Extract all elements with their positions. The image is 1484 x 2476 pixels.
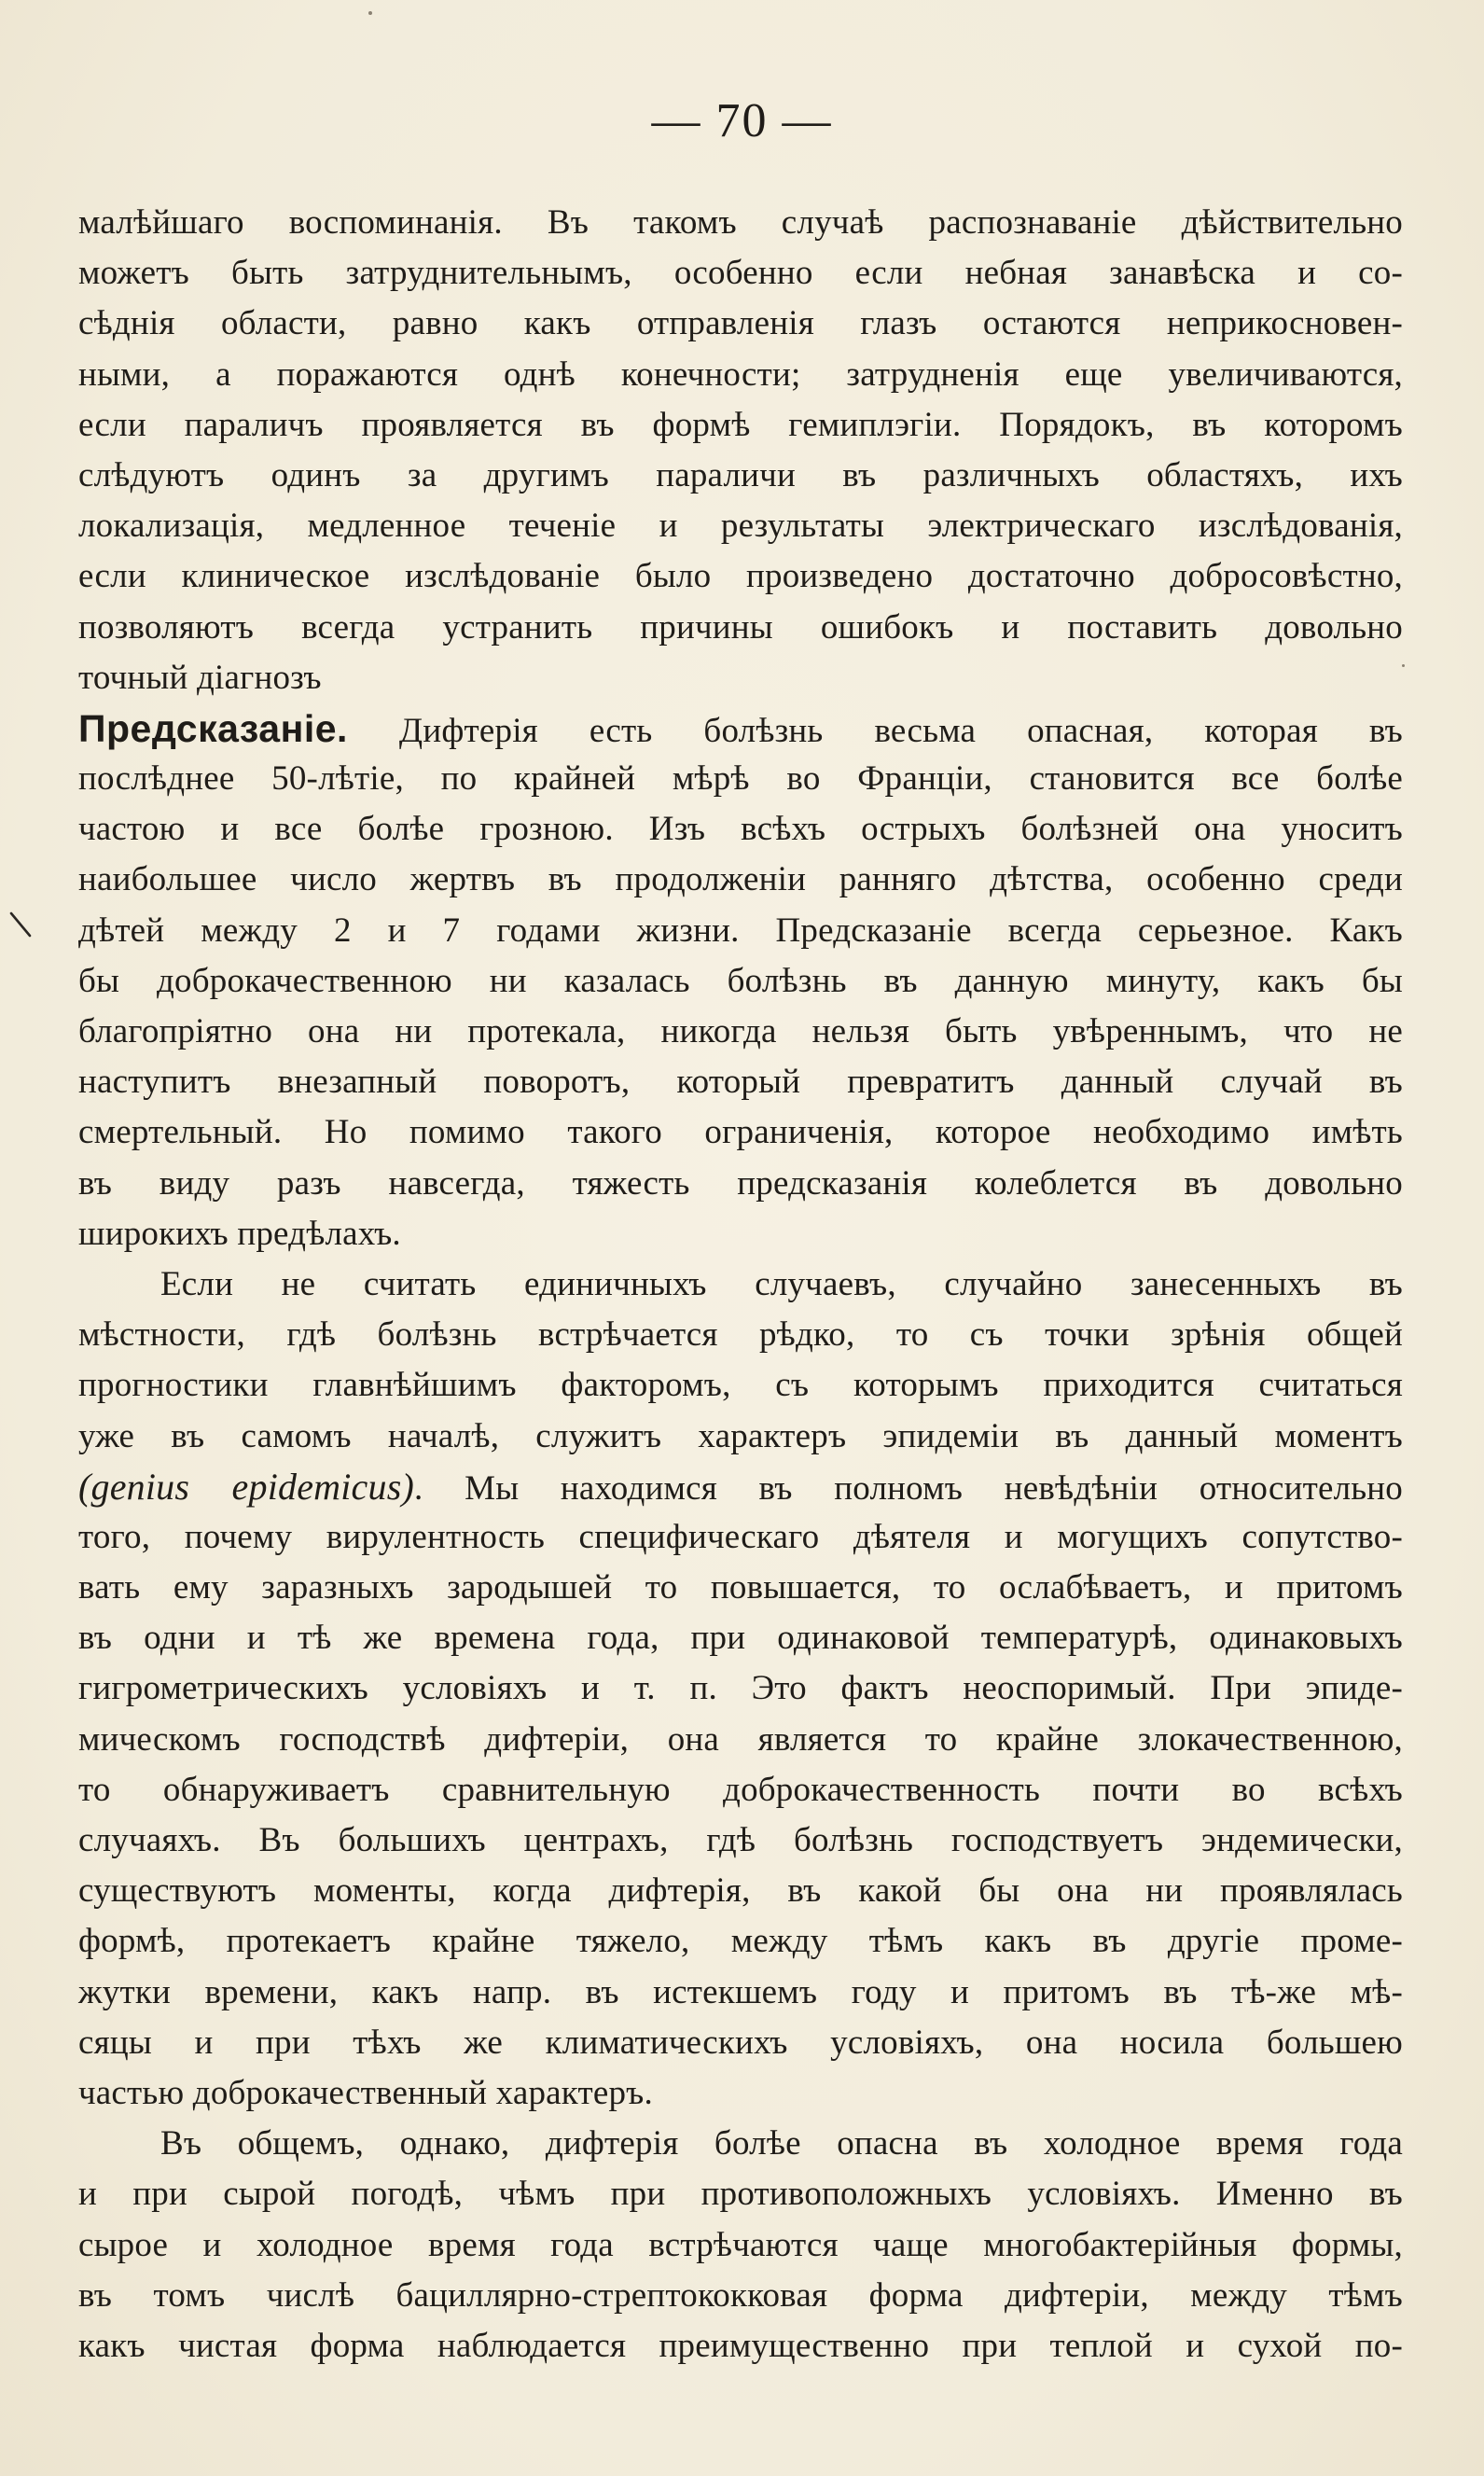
text-line: формѣ, протекаетъ крайне тяжело, между тѣмъ какъ въ другіе проме- <box>78 1922 1403 1961</box>
text-line: сяцы и при тѣхъ же климатическихъ условіяхъ, она носила большею <box>78 2023 1403 2062</box>
text-line: частою и все болѣе грозною. Изъ всѣхъ острыхъ болѣзней она уноситъ <box>78 810 1403 849</box>
paragraph <box>78 198 1403 703</box>
text-line: можетъ быть затруднительнымъ, особенно если небная занавѣска и со- <box>78 254 1403 293</box>
page-number: — 70 — <box>651 94 833 147</box>
text-line: то обнаруживаетъ сравнительную доброкачественность почти во всѣхъ <box>78 1770 1403 1809</box>
text-line: того, почему вирулентность специфическаго дѣятеля и могущихъ сопутство- <box>78 1517 1403 1556</box>
latin-term: (genius epidemicus) <box>78 1465 415 1508</box>
text-line: въ томъ числѣ бациллярно-стрептококковая форма дифтеріи, между тѣмъ <box>78 2275 1403 2315</box>
text-line: если параличъ проявляется въ формѣ гемиплэгіи. Порядокъ, въ которомъ <box>78 405 1403 444</box>
text-line: слѣдуютъ одинъ за другимъ параличи въ различныхъ областяхъ, ихъ <box>78 455 1403 494</box>
text-line: вать ему заразныхъ зародышей то повышается, то ослабѣваетъ, и притомъ <box>78 1568 1403 1607</box>
text-line: позволяютъ всегда устранить причины ошибокъ и поставить довольно <box>78 607 1403 647</box>
text-line: гигрометрическихъ условіяхъ и т. п. Это фактъ неоспоримый. При эпиде- <box>78 1669 1403 1708</box>
latin-line-text: . Мы находимся въ полномъ невѣдѣніи относительно <box>414 1468 1404 1508</box>
text-line: локализація, медленное теченіе и результаты электрическаго изслѣдованія, <box>78 507 1403 546</box>
text-line: уже въ самомъ началѣ, служитъ характеръ эпидеміи въ данный моментъ <box>78 1416 1403 1455</box>
paragraph <box>78 703 1403 1259</box>
text-line: наступитъ внезапный поворотъ, который превратитъ данный случай въ <box>78 1063 1403 1102</box>
text-line: смертельный. Но помимо такого ограниченія, которое необходимо имѣть <box>78 1113 1403 1152</box>
text-line: какъ чистая форма наблюдается преимущественно при теплой и сухой по- <box>78 2326 1403 2365</box>
text-line: благопріятно она ни протекала, никогда нельзя быть увѣреннымъ, что не <box>78 1012 1403 1050</box>
text-line: малѣйшаго воспоминанія. Въ такомъ случаѣ распознаваніе дѣйствительно <box>78 203 1403 242</box>
text-line: точный діагнозъ <box>78 658 322 697</box>
text-line: послѣднее 50-лѣтіе, по крайней мѣрѣ во Франціи, становится все болѣе <box>78 759 1403 799</box>
text-line: Въ общемъ, однако, дифтерія болѣе опасна въ холодное время года <box>160 2124 1403 2163</box>
text-line: прогностики главнѣйшимъ факторомъ, съ которымъ приходится считаться <box>78 1366 1403 1405</box>
text-line: частью доброкачественный характеръ. <box>78 2073 653 2112</box>
text-line: въ одни и тѣ же времена года, при одинаковой температурѣ, одинаковыхъ <box>78 1619 1403 1658</box>
text-line: наибольшее число жертвъ въ продолженіи ранняго дѣтства, особенно среди <box>78 860 1403 899</box>
text-line: сырое и холодное время года встрѣчаются чаще многобактерійныя формы, <box>78 2225 1403 2264</box>
heading-line-text: Дифтерія есть болѣзнь весьма опасная, которая въ <box>347 711 1403 750</box>
section-heading: Предсказаніе. <box>78 706 348 750</box>
text-line: мическомъ господствѣ дифтеріи, она является то крайне злокачественною, <box>78 1719 1403 1759</box>
text-line: существуютъ моменты, когда дифтерія, въ какой бы она ни проявлялась <box>78 1871 1403 1911</box>
text-line: случаяхъ. Въ большихъ центрахъ, гдѣ болѣзнь господствуетъ эндемически, <box>78 1821 1403 1859</box>
text-line <box>78 703 1403 754</box>
paragraph <box>78 1259 1403 2119</box>
text-line: бы доброкачественною ни казалась болѣзнь въ данную минуту, какъ бы <box>78 961 1403 1000</box>
body-text <box>78 198 1403 2372</box>
text-line: широкихъ предѣлахъ. <box>78 1214 401 1253</box>
pencil-check-mark-icon <box>9 911 35 939</box>
text-line: жутки времени, какъ напр. въ истекшемъ году и притомъ въ тѣ-же мѣ- <box>78 1972 1403 2011</box>
paper-speck <box>368 11 372 15</box>
paragraph <box>78 2119 1403 2372</box>
text-line: если клиническое изслѣдованіе было произведено достаточно добросовѣстно, <box>78 557 1403 596</box>
text-line: Если не считать единичныхъ случаевъ, случайно занесенныхъ въ <box>160 1264 1403 1303</box>
text-line: сѣднія области, равно какъ отправленія глазъ остаются неприкосновен- <box>78 304 1403 343</box>
text-line: и при сырой погодѣ, чѣмъ при противоположныхъ условіяхъ. Именно въ <box>78 2175 1403 2214</box>
text-line: въ виду разъ навсегда, тяжесть предсказанія колеблется въ довольно <box>78 1163 1403 1203</box>
text-line: мѣстности, гдѣ болѣзнь встрѣчается рѣдко, то съ точки зрѣнія общей <box>78 1315 1403 1355</box>
text-line <box>78 1462 1403 1512</box>
text-line: дѣтей между 2 и 7 годами жизни. Предсказаніе всегда серьезное. Какъ <box>78 911 1403 950</box>
text-line: ными, а поражаются однѣ конечности; затрудненія еще увеличиваются, <box>78 355 1403 394</box>
